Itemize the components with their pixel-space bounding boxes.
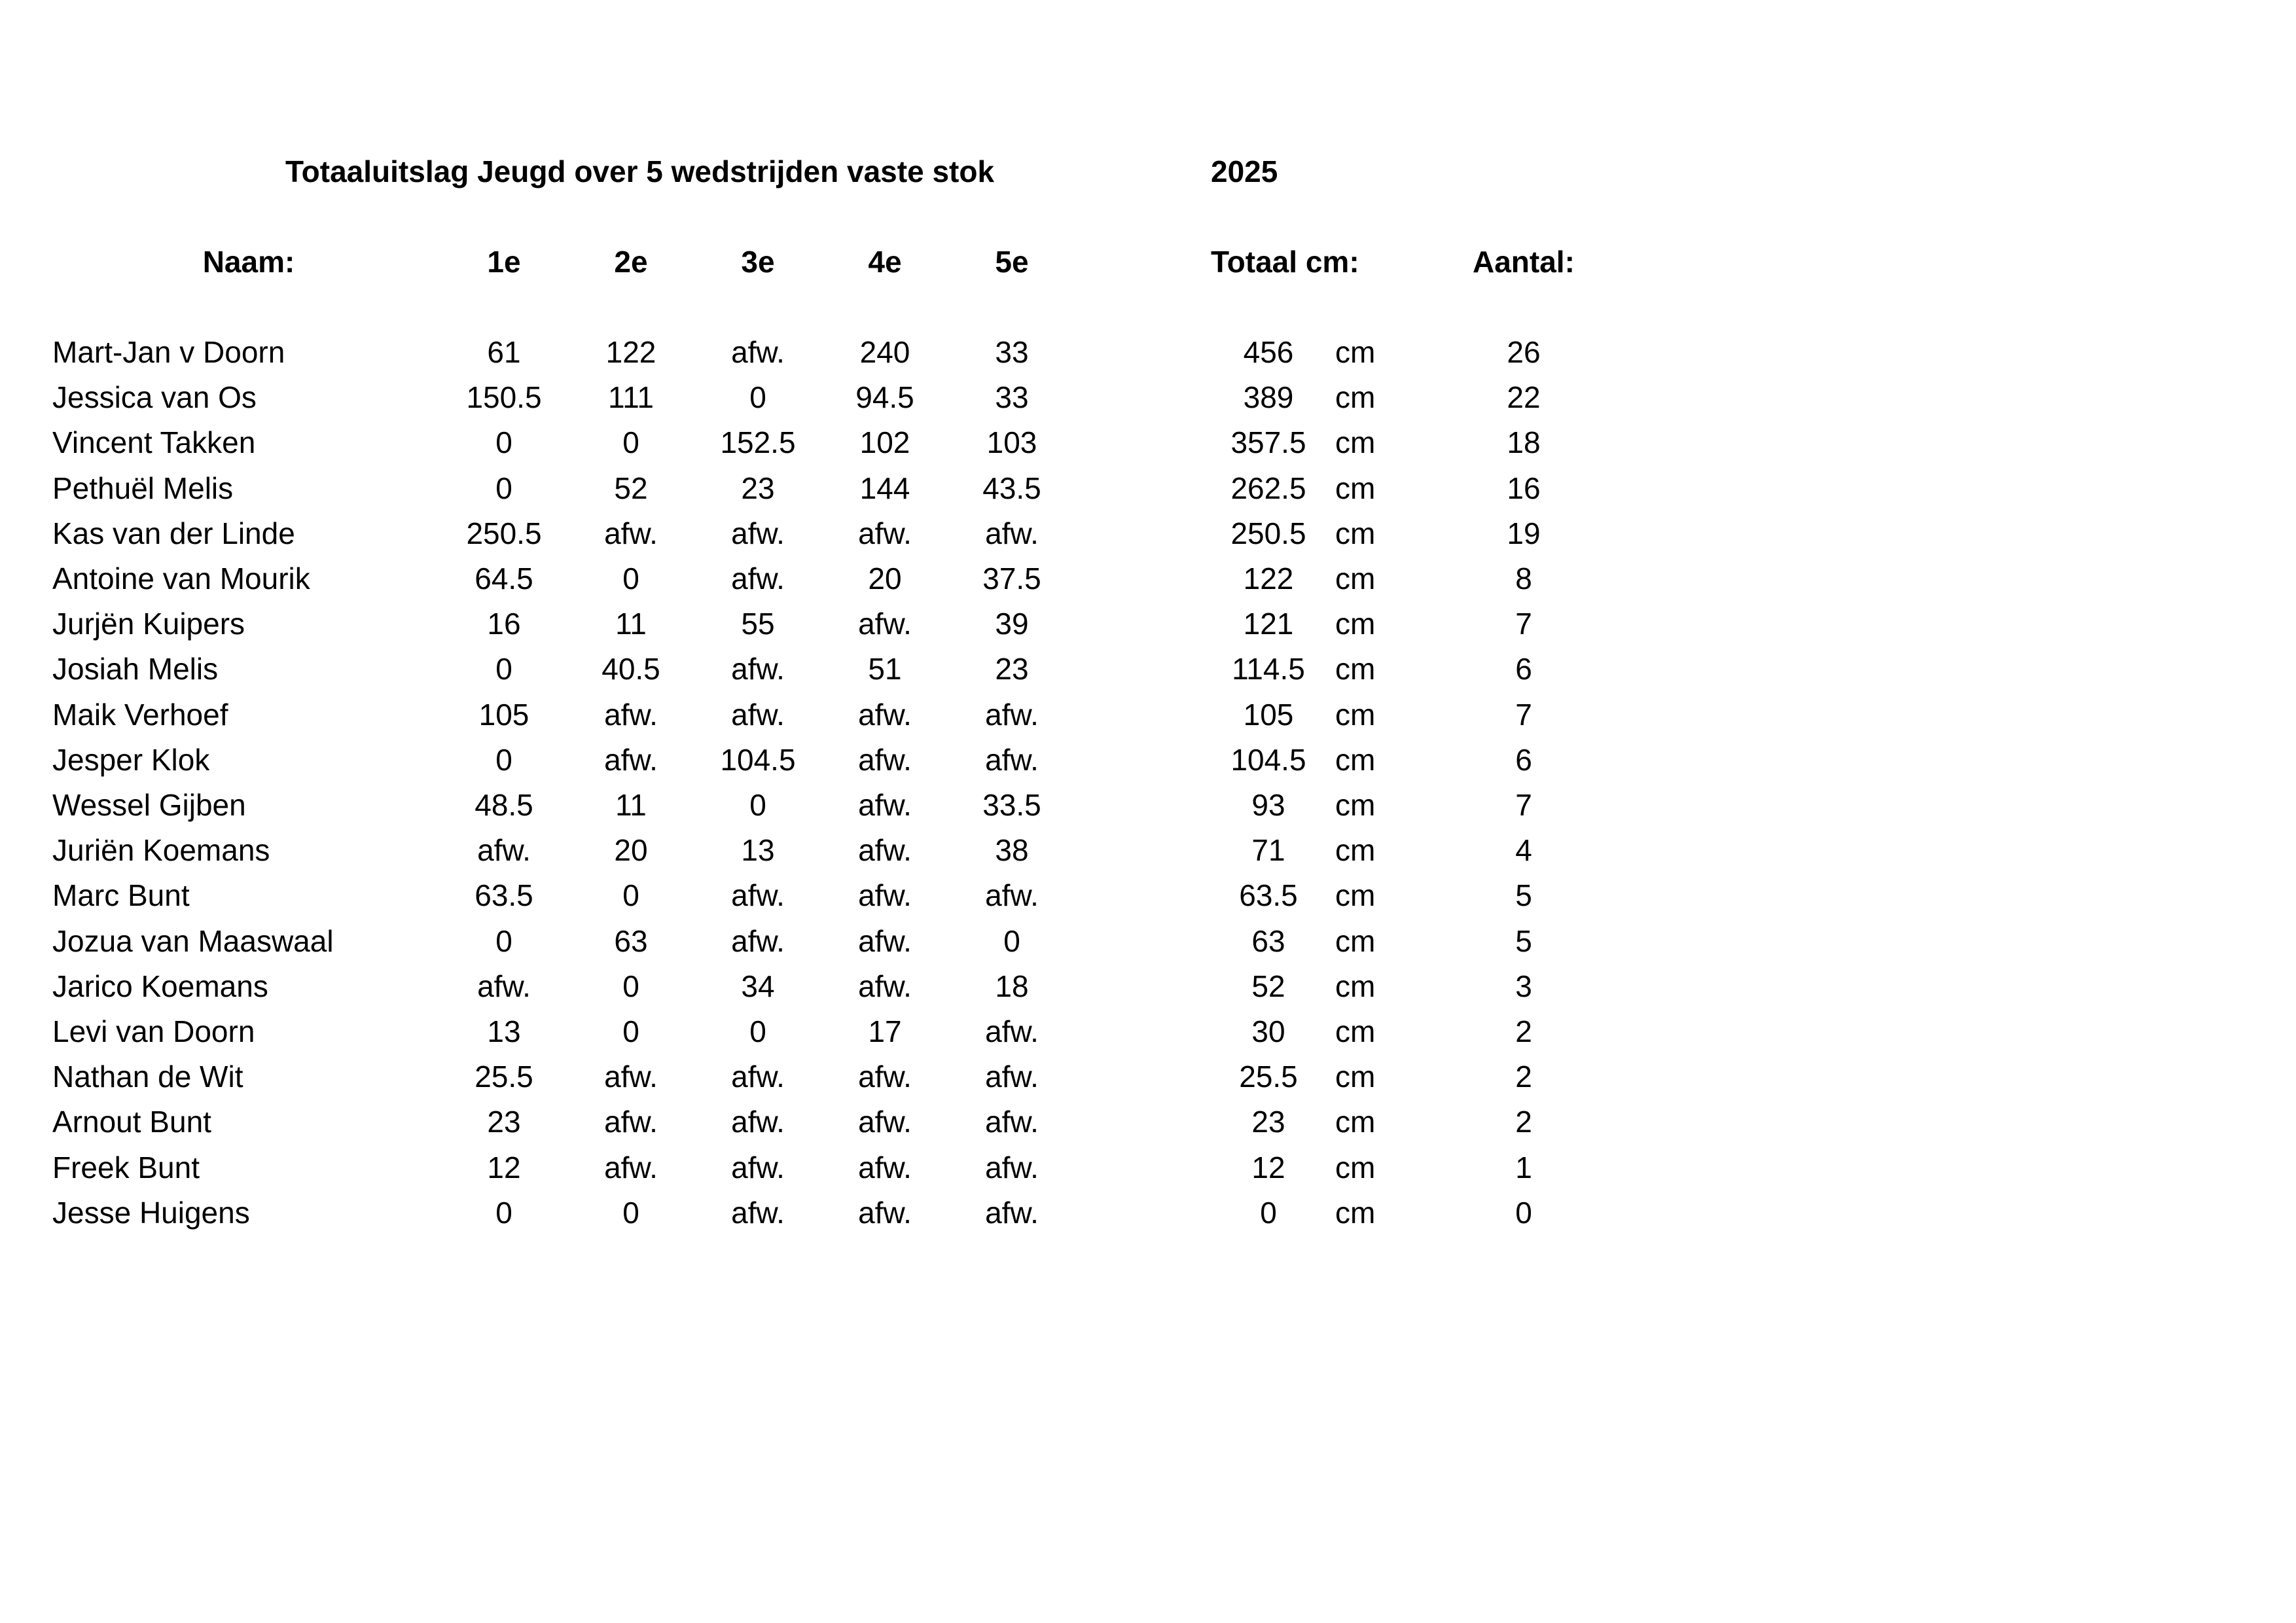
score-cell-4: afw.	[858, 697, 912, 732]
score-cell-4: 17	[868, 1014, 902, 1048]
table-row	[0, 1103, 2296, 1143]
score-cell-2: 0	[622, 1195, 639, 1230]
score-cell-3: 0	[749, 788, 766, 822]
score-cell-3: afw.	[731, 1150, 785, 1185]
score-cell-1: 0	[495, 1195, 512, 1230]
participant-name: Jessica van Os	[52, 380, 257, 415]
aantal-cell: 6	[1515, 652, 1532, 687]
aantal-cell: 6	[1515, 742, 1532, 777]
table-row	[0, 515, 2296, 554]
total-cm: 121	[1243, 607, 1294, 641]
score-cell-1: 0	[495, 923, 512, 958]
score-cell-4: 144	[859, 471, 910, 505]
unit-label: cm	[1335, 788, 1376, 822]
score-cell-4: 102	[859, 425, 910, 460]
score-cell-2: 20	[614, 833, 648, 868]
unit-label: cm	[1335, 923, 1376, 958]
participant-name: Antoine van Mourik	[52, 562, 310, 596]
table-row	[0, 1013, 2296, 1052]
score-cell-2: afw.	[604, 516, 658, 550]
score-cell-3: 23	[741, 471, 775, 505]
total-cm: 25.5	[1239, 1060, 1298, 1094]
score-cell-1: 12	[487, 1150, 521, 1185]
score-cell-5: 0	[1003, 923, 1020, 958]
score-cell-3: afw.	[731, 562, 785, 596]
participant-name: Freek Bunt	[52, 1150, 200, 1185]
score-cell-2: afw.	[604, 742, 658, 777]
score-cell-3: afw.	[731, 516, 785, 550]
score-cell-5: afw.	[985, 1014, 1039, 1048]
aantal-cell: 19	[1507, 516, 1541, 550]
score-cell-1: 13	[487, 1014, 521, 1048]
participant-name: Kas van der Linde	[52, 516, 295, 550]
unit-label: cm	[1335, 1150, 1376, 1185]
table-row	[0, 470, 2296, 509]
score-cell-3: afw.	[731, 1195, 785, 1230]
column-headers	[0, 243, 2296, 280]
total-cm: 0	[1260, 1195, 1277, 1230]
total-cm: 63.5	[1239, 878, 1298, 913]
score-cell-2: afw.	[604, 1150, 658, 1185]
score-cell-2: 0	[622, 1014, 639, 1048]
score-cell-4: afw.	[858, 1195, 912, 1230]
unit-label: cm	[1335, 878, 1376, 913]
score-cell-3: afw.	[731, 1060, 785, 1094]
score-cell-2: 122	[605, 335, 656, 369]
score-cell-2: 63	[614, 923, 648, 958]
score-cell-3: afw.	[731, 335, 785, 369]
unit-label: cm	[1335, 516, 1376, 550]
score-cell-5: 33	[995, 380, 1029, 415]
participant-name: Levi van Doorn	[52, 1014, 255, 1048]
participant-name: Jarico Koemans	[52, 969, 268, 1003]
unit-label: cm	[1335, 607, 1376, 641]
score-cell-4: afw.	[858, 516, 912, 550]
score-cell-5: 33.5	[982, 788, 1041, 822]
score-cell-3: afw.	[731, 923, 785, 958]
header-4e: 4e	[868, 245, 902, 279]
score-cell-1: 0	[495, 652, 512, 687]
participant-name: Maik Verhoef	[52, 697, 228, 732]
score-cell-5: 43.5	[982, 471, 1041, 505]
score-cell-2: 0	[622, 969, 639, 1003]
aantal-cell: 7	[1515, 607, 1532, 641]
score-cell-4: afw.	[858, 833, 912, 868]
score-cell-5: 38	[995, 833, 1029, 868]
score-cell-5: 23	[995, 652, 1029, 687]
table-row	[0, 334, 2296, 373]
score-cell-2: afw.	[604, 1060, 658, 1094]
aantal-cell: 3	[1515, 969, 1532, 1003]
unit-label: cm	[1335, 697, 1376, 732]
participant-name: Mart-Jan v Doorn	[52, 335, 285, 369]
aantal-cell: 5	[1515, 878, 1532, 913]
score-cell-1: 25.5	[475, 1060, 533, 1094]
score-cell-3: 13	[741, 833, 775, 868]
aantal-cell: 5	[1515, 923, 1532, 958]
participant-name: Juriën Koemans	[52, 833, 270, 868]
score-cell-3: 0	[749, 380, 766, 415]
unit-label: cm	[1335, 471, 1376, 505]
table-row	[0, 696, 2296, 736]
unit-label: cm	[1335, 652, 1376, 687]
score-cell-2: 11	[615, 788, 647, 822]
header-2e: 2e	[614, 245, 648, 279]
score-cell-5: afw.	[985, 1195, 1039, 1230]
total-cm: 12	[1251, 1150, 1285, 1185]
score-cell-4: afw.	[858, 607, 912, 641]
unit-label: cm	[1335, 1195, 1376, 1230]
aantal-cell: 2	[1515, 1105, 1532, 1139]
aantal-cell: 16	[1507, 471, 1541, 505]
score-cell-5: afw.	[985, 1060, 1039, 1094]
table-row	[0, 1058, 2296, 1097]
unit-label: cm	[1335, 1060, 1376, 1094]
total-cm: 105	[1243, 697, 1294, 732]
table-row	[0, 923, 2296, 962]
header-aantal: Aantal:	[1473, 245, 1575, 279]
score-cell-1: 0	[495, 425, 512, 460]
score-cell-5: afw.	[985, 697, 1039, 732]
participant-name: Jesper Klok	[52, 742, 210, 777]
score-cell-4: 20	[868, 562, 902, 596]
total-cm: 122	[1243, 562, 1294, 596]
header-3e: 3e	[741, 245, 775, 279]
unit-label: cm	[1335, 562, 1376, 596]
score-cell-1: 250.5	[466, 516, 542, 550]
score-cell-4: afw.	[858, 923, 912, 958]
score-cell-3: afw.	[731, 697, 785, 732]
score-cell-5: 103	[986, 425, 1037, 460]
score-cell-2: afw.	[604, 1105, 658, 1139]
score-cell-5: afw.	[985, 878, 1039, 913]
score-cell-5: afw.	[985, 516, 1039, 550]
aantal-cell: 22	[1507, 380, 1541, 415]
score-cell-1: 61	[487, 335, 521, 369]
score-cell-1: 23	[487, 1105, 521, 1139]
aantal-cell: 1	[1515, 1150, 1532, 1185]
score-cell-1: 150.5	[466, 380, 542, 415]
table-row	[0, 877, 2296, 916]
score-cell-4: afw.	[858, 969, 912, 1003]
score-cell-4: afw.	[858, 1150, 912, 1185]
aantal-cell: 7	[1515, 788, 1532, 822]
participant-name: Josiah Melis	[52, 652, 219, 687]
unit-label: cm	[1335, 1105, 1376, 1139]
total-cm: 93	[1251, 788, 1285, 822]
aantal-cell: 7	[1515, 697, 1532, 732]
participant-name: Jesse Huigens	[52, 1195, 250, 1230]
participant-name: Jurjën Kuipers	[52, 607, 245, 641]
aantal-cell: 4	[1515, 833, 1532, 868]
participant-name: Nathan de Wit	[52, 1060, 243, 1094]
table-row	[0, 560, 2296, 599]
unit-label: cm	[1335, 969, 1376, 1003]
total-cm: 250.5	[1230, 516, 1306, 550]
score-cell-4: afw.	[858, 742, 912, 777]
unit-label: cm	[1335, 742, 1376, 777]
score-cell-4: afw.	[858, 1060, 912, 1094]
score-cell-2: 111	[608, 380, 654, 415]
score-cell-2: 0	[622, 878, 639, 913]
unit-label: cm	[1335, 425, 1376, 460]
score-cell-1: 48.5	[475, 788, 533, 822]
aantal-cell: 26	[1507, 335, 1541, 369]
participant-name: Wessel Gijben	[52, 788, 246, 822]
score-cell-4: 240	[859, 335, 910, 369]
total-cm: 23	[1251, 1105, 1285, 1139]
score-cell-1: 105	[478, 697, 529, 732]
score-cell-3: afw.	[731, 878, 785, 913]
participant-name: Marc Bunt	[52, 878, 190, 913]
aantal-cell: 18	[1507, 425, 1541, 460]
header-naam: Naam:	[202, 245, 295, 279]
header-5e: 5e	[995, 245, 1029, 279]
total-cm: 71	[1251, 833, 1285, 868]
header-totaal: Totaal cm:	[1211, 245, 1359, 279]
score-cell-3: 104.5	[720, 742, 796, 777]
total-cm: 357.5	[1230, 425, 1306, 460]
participant-name: Jozua van Maaswaal	[52, 923, 334, 958]
aantal-cell: 8	[1515, 562, 1532, 596]
score-cell-4: afw.	[858, 878, 912, 913]
table-row	[0, 968, 2296, 1007]
score-cell-5: 39	[995, 607, 1029, 641]
total-cm: 389	[1243, 380, 1294, 415]
score-cell-1: afw.	[477, 969, 531, 1003]
aantal-cell: 2	[1515, 1014, 1532, 1048]
score-cell-2: 0	[622, 562, 639, 596]
unit-label: cm	[1335, 380, 1376, 415]
total-cm: 104.5	[1230, 742, 1306, 777]
table-row	[0, 1149, 2296, 1188]
table-row	[0, 741, 2296, 781]
score-cell-3: afw.	[731, 652, 785, 687]
table-row	[0, 424, 2296, 463]
table-row	[0, 379, 2296, 418]
score-cell-1: 64.5	[475, 562, 533, 596]
score-cell-3: 152.5	[720, 425, 796, 460]
score-cell-2: 0	[622, 425, 639, 460]
score-cell-1: 0	[495, 471, 512, 505]
score-cell-2: 40.5	[601, 652, 660, 687]
page-title: Totaaluitslag Jeugd over 5 wedstrijden vaste stok	[285, 154, 995, 188]
score-cell-1: 63.5	[475, 878, 533, 913]
aantal-cell: 2	[1515, 1060, 1532, 1094]
score-cell-1: 16	[487, 607, 521, 641]
total-cm: 30	[1251, 1014, 1285, 1048]
unit-label: cm	[1335, 1014, 1376, 1048]
score-cell-1: afw.	[477, 833, 531, 868]
score-cell-5: afw.	[985, 742, 1039, 777]
score-cell-3: 34	[741, 969, 775, 1003]
score-cell-4: 94.5	[855, 380, 914, 415]
score-cell-5: afw.	[985, 1105, 1039, 1139]
score-cell-5: 33	[995, 335, 1029, 369]
total-cm: 114.5	[1232, 652, 1305, 687]
participant-name: Pethuël Melis	[52, 471, 234, 505]
score-cell-4: afw.	[858, 1105, 912, 1139]
table-row	[0, 605, 2296, 645]
score-cell-4: 51	[868, 652, 902, 687]
total-cm: 262.5	[1230, 471, 1306, 505]
table-row	[0, 787, 2296, 826]
participant-name: Arnout Bunt	[52, 1105, 211, 1139]
score-cell-3: 55	[741, 607, 775, 641]
score-cell-3: afw.	[731, 1105, 785, 1139]
score-cell-4: afw.	[858, 788, 912, 822]
table-row	[0, 832, 2296, 871]
score-cell-5: 37.5	[982, 562, 1041, 596]
header-1e: 1e	[487, 245, 521, 279]
year-label: 2025	[1211, 154, 1278, 188]
score-cell-5: afw.	[985, 1150, 1039, 1185]
total-cm: 456	[1243, 335, 1294, 369]
aantal-cell: 0	[1515, 1195, 1532, 1230]
score-cell-3: 0	[749, 1014, 766, 1048]
total-cm: 52	[1251, 969, 1285, 1003]
score-cell-2: 11	[615, 607, 647, 641]
score-cell-5: 18	[995, 969, 1029, 1003]
unit-label: cm	[1335, 833, 1376, 868]
unit-label: cm	[1335, 335, 1376, 369]
participant-name: Vincent Takken	[52, 425, 256, 460]
table-row	[0, 651, 2296, 690]
score-cell-1: 0	[495, 742, 512, 777]
score-cell-2: 52	[614, 471, 648, 505]
table-row	[0, 1194, 2296, 1234]
score-cell-2: afw.	[604, 697, 658, 732]
total-cm: 63	[1251, 923, 1285, 958]
